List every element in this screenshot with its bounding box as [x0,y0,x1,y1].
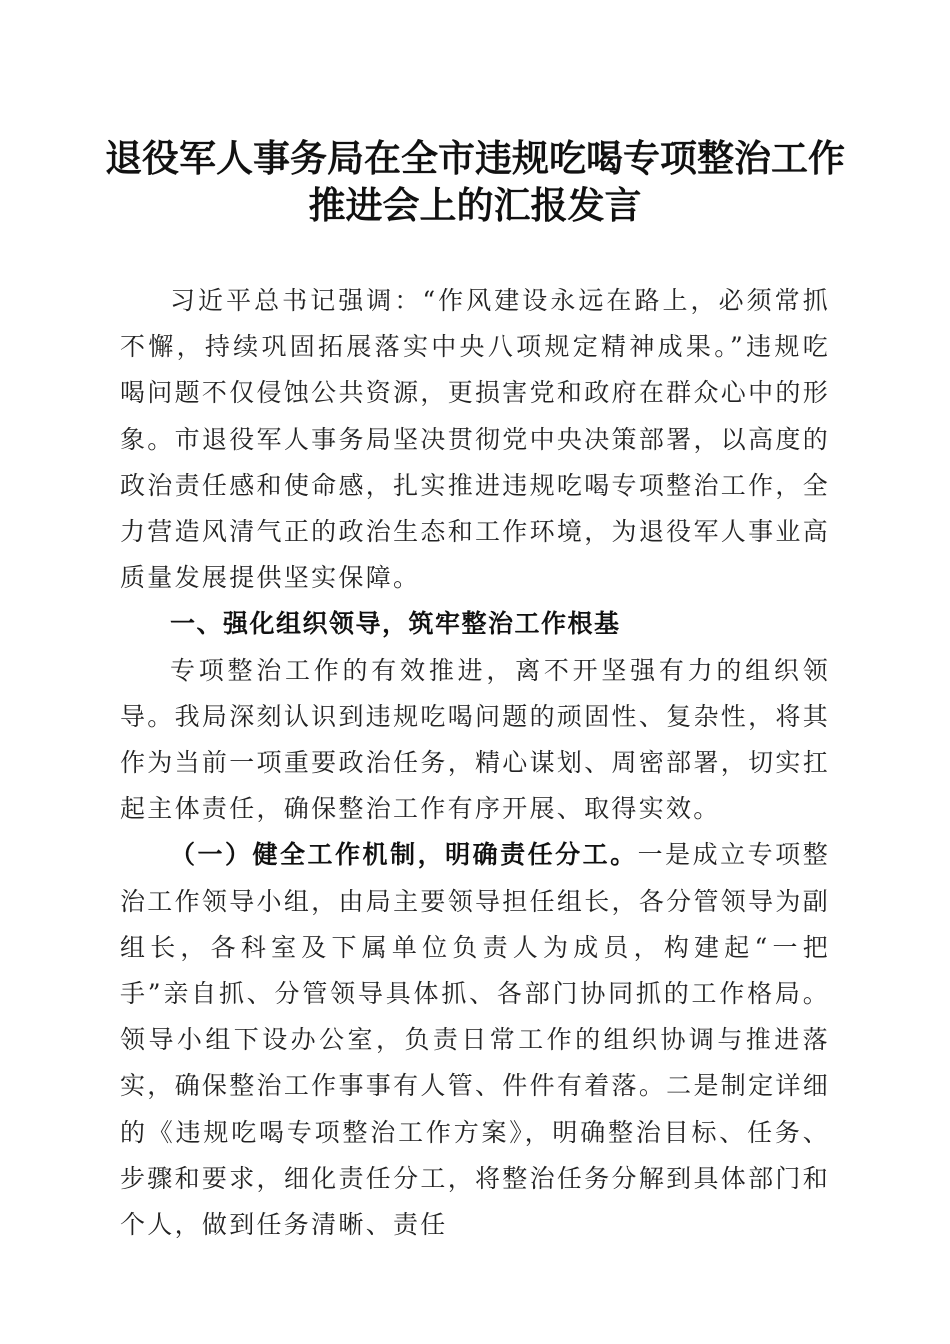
title-line-2: 推进会上的汇报发言 [308,183,642,227]
subsection-1-lead: （一）健全工作机制，明确责任分工。 [170,840,638,870]
intro-paragraph: 习近平总书记强调：“作风建设永远在路上，必须常抓不懈，持续巩固拓展落实中央八项规定精神成果。”违规吃喝问题不仅侵蚀公共资源，更损害党和政府在群众心中的形象。市退役军人事务局坚决贯彻党中央决策部署，以高度的政治责任感和使命感，扎实推进违规吃喝专项整治工作，全力营造风清气正的政治生态和工作环境，为退役军人事业高质量发展提供坚实保障。 [120,286,830,593]
document-body [120,278,830,1248]
subsection-1-text: 一是成立专项整治工作领导小组，由局主要领导担任组长，各分管领导为副组长，各科室及下属单位负责人为成员，构建起“一把手”亲自抓、分管领导具体抓、各部门协同抓的工作格局。领导小组下设办公室，负责日常工作的组织协调与推进落实，确保整治工作事事有人管、件件有着落。二是制定详细的《违规吃喝专项整治工作方案》，明确整治目标、任务、步骤和要求，细化责任分工，将整治任务分解到具体部门和个人，做到任务清晰、责任 [120,840,830,1240]
document-title [100,135,850,229]
section-heading-1: 一、强化组织领导，筑牢整治工作根基 [170,609,621,639]
title-line-1: 退役军人事务局在全市违规吃喝专项整治工作 [105,136,845,180]
subsection-1-paragraph [120,832,830,1248]
section-1-paragraph: 专项整治工作的有效推进，离不开坚强有力的组织领导。我局深刻认识到违规吃喝问题的顽固性、复杂性，将其作为当前一项重要政治任务，精心谋划、周密部署，切实扛起主体责任，确保整治工作有序开展、取得实效。 [120,655,830,824]
